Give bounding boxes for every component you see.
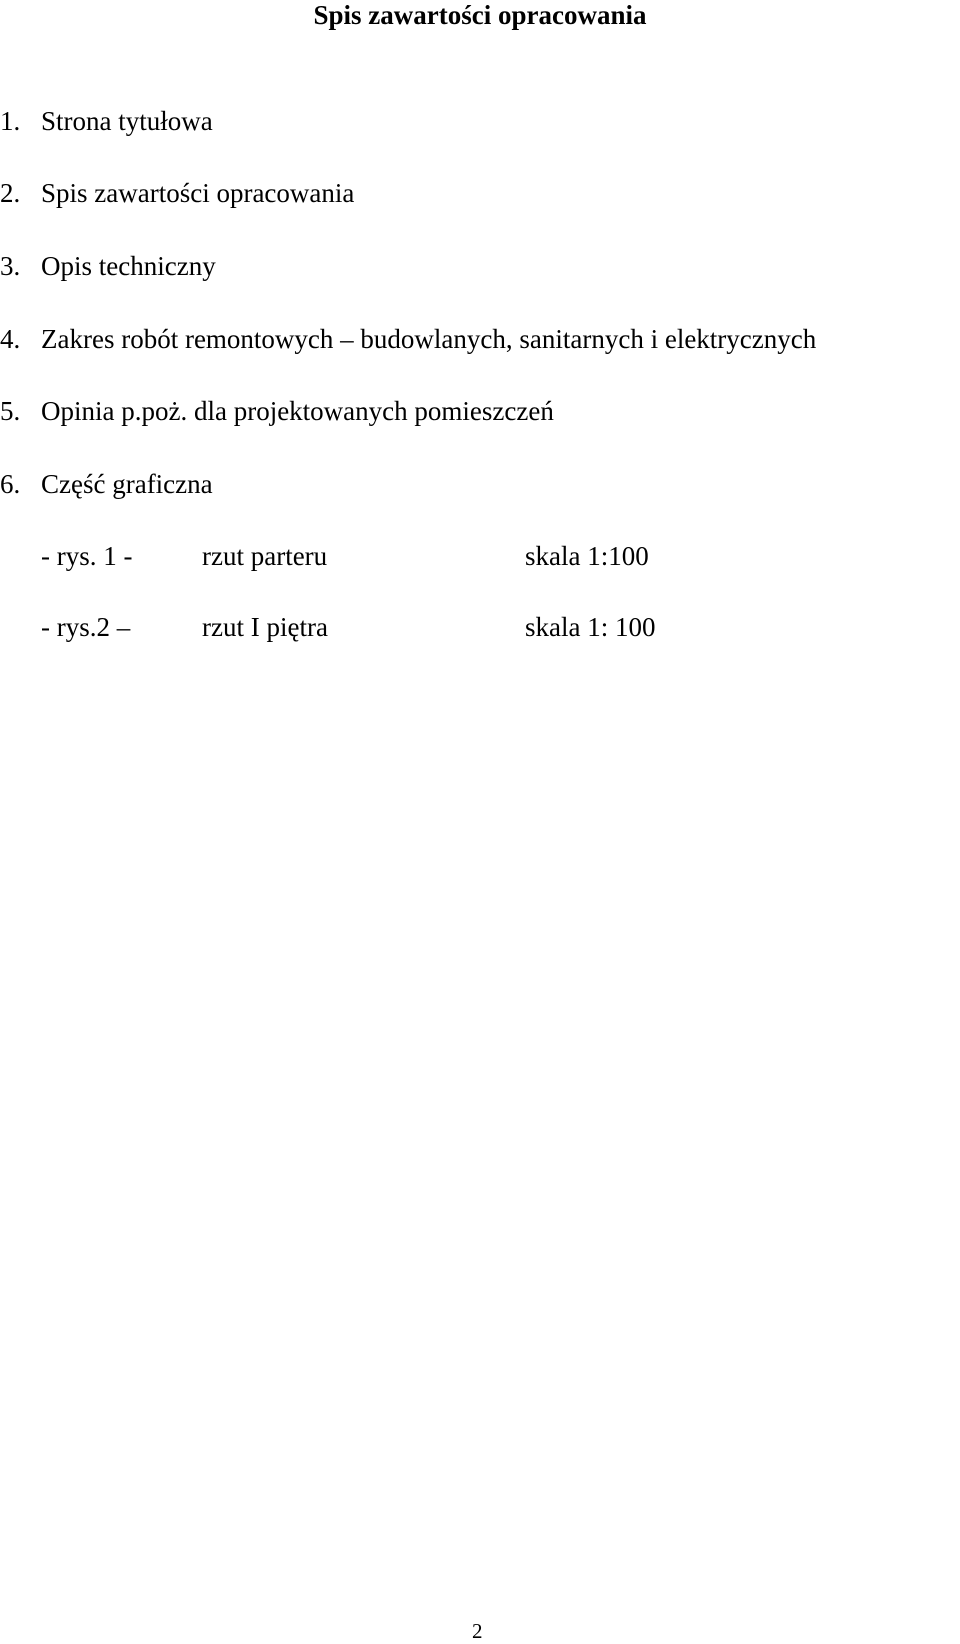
toc-item-number: 2. (0, 178, 21, 208)
toc-item-text: Opis techniczny (41, 251, 216, 281)
toc-item-6 (0, 469, 213, 499)
toc-item-4 (0, 324, 816, 354)
drawing-description: rzut I piętra (202, 612, 328, 642)
drawing-scale: skala 1: 100 (525, 612, 656, 642)
toc-item-text: Spis zawartości opracowania (41, 178, 355, 208)
page-number: 2 (472, 1619, 483, 1643)
toc-item-text: Strona tytułowa (41, 106, 213, 136)
toc-item-3 (0, 251, 216, 281)
drawing-description: rzut parteru (202, 541, 328, 571)
toc-item-number: 3. (0, 251, 21, 281)
drawing-scale: skala 1:100 (525, 541, 649, 571)
toc-item-number: 4. (0, 324, 21, 354)
toc-item-text: Zakres robót remontowych – budowlanych, sanitarnych i elektrycznych (41, 324, 817, 354)
document-title: Spis zawartości opracowania (313, 0, 647, 30)
toc-item-5 (0, 396, 554, 426)
toc-item-number: 1. (0, 106, 21, 136)
drawing-ref: - rys. 1 - (41, 541, 133, 571)
toc-item-1 (0, 106, 213, 136)
toc-item-text: Opinia p.poż. dla projektowanych pomieszczeń (41, 396, 554, 426)
toc-item-number: 5. (0, 396, 21, 426)
toc-item-text: Część graficzna (41, 469, 213, 499)
toc-item-number: 6. (0, 469, 21, 499)
drawing-ref: - rys.2 – (41, 612, 131, 642)
toc-item-2 (0, 178, 354, 208)
